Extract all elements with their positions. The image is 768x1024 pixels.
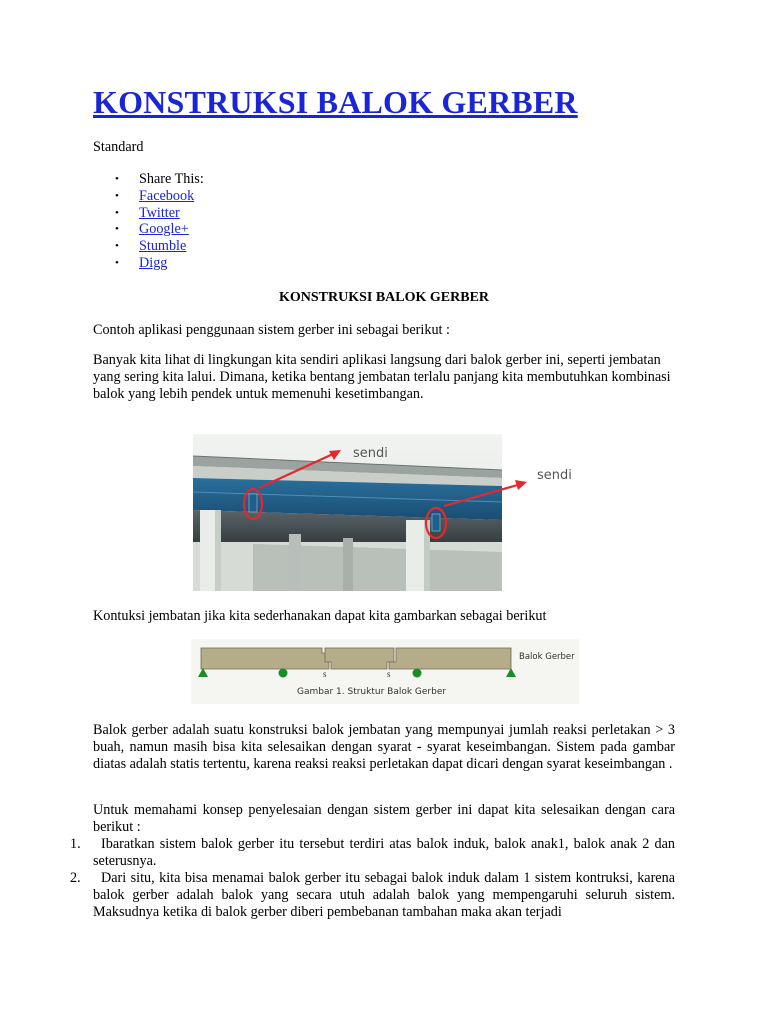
- method-intro-paragraph: Untuk memahami konsep penyelesaian dengan sistem gerber ini dapat kita selesaikan dengan cara berikut :: [93, 802, 675, 835]
- share-list: [93, 171, 204, 272]
- hinge-s-label-2: s: [387, 669, 391, 679]
- beam-label: Balok Gerber: [519, 652, 575, 662]
- list-number: 1.: [70, 836, 81, 852]
- list-item: Ibaratkan sistem balok gerber itu tersebut terdiri atas balok induk, balok anak1, balok anak 2 dan seterusnya.: [93, 836, 675, 869]
- facebook-link[interactable]: Facebook: [139, 187, 195, 204]
- bridge-paragraph: Banyak kita lihat di lingkungan kita sendiri aplikasi langsung dari balok gerber ini, seperti jembatan yang sering kita lalui. Dimana, ketika bentang jembatan terlalu panjang kita membutuhkan kombinasi balok yang lebih pendek untuk memenuhi kesetimbangan.: [93, 352, 671, 402]
- list-number: 2.: [70, 870, 81, 886]
- gerber-beam-diagram: [191, 639, 579, 704]
- share-item-facebook[interactable]: [93, 188, 204, 205]
- category-label: Standard: [93, 139, 144, 155]
- diagram-caption: Gambar 1. Struktur Balok Gerber: [297, 687, 447, 697]
- share-item-twitter[interactable]: [93, 205, 204, 222]
- intro-paragraph: Contoh aplikasi penggunaan sistem gerber ini sebagai berikut :: [93, 322, 450, 338]
- list-item: Dari situ, kita bisa menamai balok gerber itu sebagai balok induk dalam 1 sistem kontruksi, karena balok gerber adalah balok yang secara utuh adalah balok yang mempengaruhi seluruh sistem. Maksudnya ketika di balok gerber diberi pembebanan tambahan maka akan terjadi: [93, 870, 675, 920]
- share-item-stumble[interactable]: [93, 238, 204, 255]
- hinge-label-1: sendi: [353, 446, 388, 461]
- twitter-link[interactable]: Twitter: [139, 204, 180, 221]
- share-item-digg[interactable]: [93, 255, 204, 272]
- hinge-label-2: sendi: [537, 468, 572, 483]
- diagram-intro-paragraph: Kontuksi jembatan jika kita sederhanakan dapat kita gambarkan sebagai berikut: [93, 608, 547, 624]
- hinge-s-label-1: s: [323, 669, 327, 679]
- gerber-definition-paragraph: Balok gerber adalah suatu konstruksi balok jembatan yang mempunyai jumlah reaksi perletakan > 3 buah, namun masih bisa kita selesaikan dengan syarat - syarat keseimbangan. Sistem pada gambar diatas adalah statis tertentu, karena reaksi reaksi perletakan dapat dicari dengan syarat keseimbangan .: [93, 722, 675, 772]
- bridge-photo: [193, 434, 572, 591]
- stumble-link[interactable]: Stumble: [139, 238, 187, 255]
- section-heading: KONSTRUKSI BALOK GERBER: [278, 290, 490, 305]
- google-plus-link[interactable]: Google+: [139, 221, 189, 238]
- digg-link[interactable]: Digg: [139, 254, 168, 271]
- share-label-item: [93, 171, 204, 188]
- share-label: Share This:: [139, 171, 204, 187]
- page-title[interactable]: KONSTRUKSI BALOK GERBER: [93, 84, 578, 120]
- share-item-google[interactable]: [93, 221, 204, 238]
